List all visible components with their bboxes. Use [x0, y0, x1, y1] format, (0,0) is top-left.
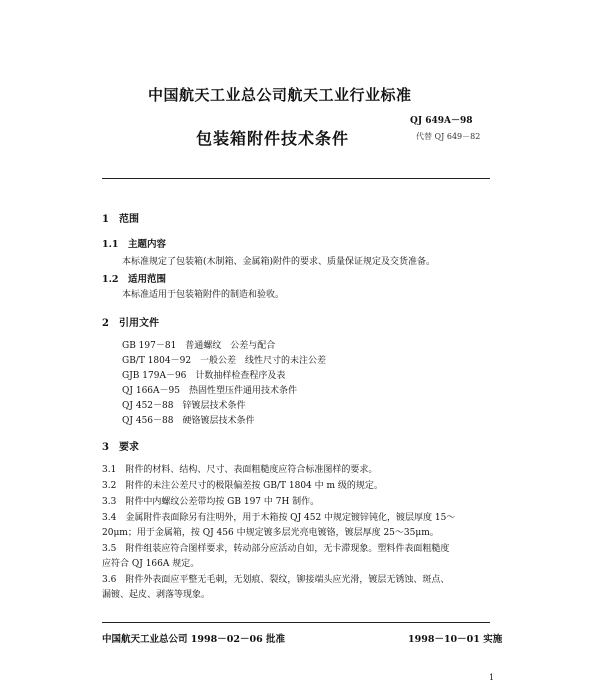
requirement-line: 3.6 附件外表面应平整无毛刺，无划痕、裂纹，铆接端头应光滑，镀层无锈蚀、斑点、 — [102, 575, 450, 585]
requirement-line: 3.2 附件的未注公差尺寸的极限偏差按 GB/T 1804 中 m 级的规定。 — [102, 481, 383, 491]
section-1-1-heading: 1.1 主题内容 — [102, 239, 167, 250]
requirement-line: 漏镀、起皮、剥落等现象。 — [102, 590, 211, 600]
reference-item: GB/T 1804－92 一般公差 线性尺寸的未注公差 — [122, 356, 327, 366]
requirement-line: 应符合 QJ 166A 规定。 — [102, 559, 200, 569]
requirement-line: 3.5 附件组装应符合图样要求，转动部分应活动自如，无卡滞现象。塑料件表面粗糙度 — [102, 544, 450, 554]
implementation-date: 1998－10－01 实施 — [408, 634, 503, 645]
approval-date: 中国航天工业总公司 1998－02－06 批准 — [102, 634, 285, 645]
issuing-organization: 中国航天工业总公司航天工业行业标准 — [148, 86, 412, 104]
requirement-line: 20μm；用于金属箱，按 QJ 456 中规定镀多层光亮电镀铬，镀层厚度 25～35μm。 — [102, 528, 439, 538]
section-2-heading: 2 引用文件 — [102, 318, 159, 329]
section-1-2-text: 本标准适用于包装箱附件的制造和验收。 — [122, 290, 285, 300]
reference-item: QJ 166A－95 热固性塑压件通用技术条件 — [122, 386, 297, 396]
header-divider — [102, 178, 490, 179]
requirement-line: 3.3 附件中内螺纹公差带均按 GB 197 中 7H 制作。 — [102, 497, 320, 507]
requirement-line: 3.1 附件的材料、结构、尺寸、表面粗糙度应符合标准图样的要求。 — [102, 465, 378, 475]
section-1-1-text: 本标准规定了包装箱(木制箱、金属箱)附件的要求、质量保证规定及交货准备。 — [122, 257, 436, 267]
requirement-line: 3.4 金属附件表面除另有注明外，用于木箱按 QJ 452 中规定镀锌钝化，镀层厚度 15～ — [102, 513, 456, 523]
reference-item: GJB 179A－96 计数抽样检查程序及表 — [122, 371, 286, 381]
page-number: 1 — [489, 673, 495, 682]
replaces-note: 代替 QJ 649－82 — [416, 132, 481, 141]
reference-item: QJ 452－88 锌镀层技术条件 — [122, 401, 246, 411]
section-3-heading: 3 要求 — [102, 442, 139, 453]
section-1-heading: 1 范围 — [102, 214, 139, 225]
reference-item: GB 197－81 普通螺纹 公差与配合 — [122, 341, 276, 351]
section-1-2-heading: 1.2 适用范围 — [102, 274, 167, 285]
standard-number: QJ 649A－98 — [410, 116, 473, 126]
reference-item: QJ 456－88 硬铬镀层技术条件 — [122, 416, 255, 426]
footer-divider — [102, 622, 490, 623]
document-title: 包装箱附件技术条件 — [196, 129, 350, 148]
